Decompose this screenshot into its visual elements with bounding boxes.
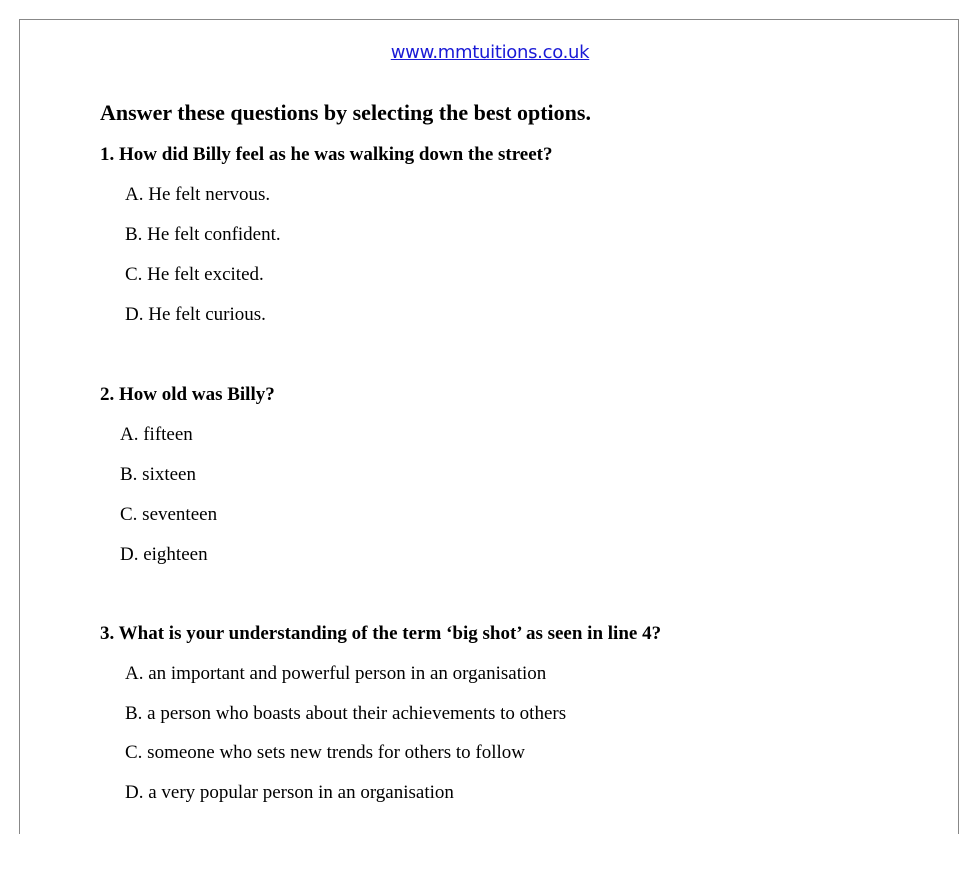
document-page — [19, 19, 959, 834]
instructions-heading: Answer these questions by selecting the best options. — [100, 100, 591, 125]
question-2-option-c[interactable]: C. seventeen — [120, 504, 218, 525]
question-1-option-c[interactable]: C. He felt excited. — [125, 264, 264, 285]
question-1-option-b[interactable]: B. He felt confident. — [125, 224, 281, 245]
question-3-option-a[interactable]: A. an important and powerful person in an organisation — [125, 663, 547, 684]
question-3-option-b[interactable]: B. a person who boasts about their achievements to others — [125, 703, 567, 724]
question-1-option-a[interactable]: A. He felt nervous. — [125, 184, 271, 205]
question-1-option-d[interactable]: D. He felt curious. — [125, 304, 266, 325]
question-2-option-a[interactable]: A. fifteen — [120, 424, 193, 445]
question-2-option-d[interactable]: D. eighteen — [120, 544, 208, 565]
question-3: 3. What is your understanding of the term ‘big shot’ as seen in line 4? — [100, 623, 662, 644]
question-2-option-b[interactable]: B. sixteen — [120, 464, 196, 485]
question-3-option-c[interactable]: C. someone who sets new trends for others to follow — [125, 742, 525, 763]
question-1: 1. How did Billy feel as he was walking down the street? — [100, 144, 553, 165]
question-3-option-d[interactable]: D. a very popular person in an organisation — [125, 782, 454, 803]
website-link[interactable]: www.mmtuitions.co.uk — [390, 42, 590, 63]
question-2: 2. How old was Billy? — [100, 384, 275, 405]
